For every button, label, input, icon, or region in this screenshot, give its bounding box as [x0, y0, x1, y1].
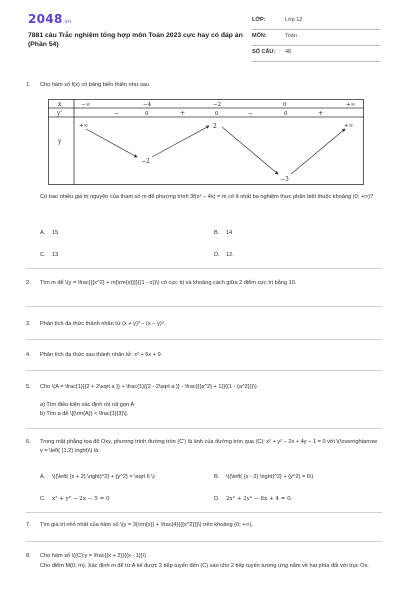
- option-text: 15: [52, 230, 59, 236]
- sign: −: [114, 110, 120, 117]
- option-label: A.: [40, 474, 46, 480]
- x-value: −4: [143, 102, 152, 108]
- logo-suffix: .vn: [62, 19, 72, 25]
- question-text: Cho \(A = \frac{1}{{2 + 2\sqrt a }} + \frac{1}{{2 - 2\sqrt a }} - \frac{{{a^2} + 1}}{{1 - {a^2}}}\): [40, 384, 257, 390]
- option-b[interactable]: [214, 474, 384, 480]
- sign: −: [248, 110, 254, 117]
- divider: [26, 512, 382, 513]
- option-label: C.: [40, 252, 46, 258]
- question-text: Tìm m để \(y = \frac{{{x^2} + m{\rm{x}}}}{{1 - x}}\) có cực trị và khoảng cách giữa 2 điểm cực trị bằng 10.: [40, 280, 297, 286]
- sign: 0: [284, 111, 288, 117]
- question-text: Cho điểm M(0; m). Xác định m để từ A kẻ được 2 tiếp tuyến đến (C) sao cho 2 tiếp tuyến tương ứng nằm về hai phía đối với trục Ox.: [40, 563, 369, 569]
- option-b[interactable]: [214, 230, 232, 236]
- option-label: A.: [40, 230, 46, 236]
- meta-row-count: [252, 46, 380, 62]
- question-text: Có bao nhiêu giá trị nguyên của tham số m để phương trình 3f(x² − 4x) = m có ít nhất ba nghiệm thực phân biệt thuộc khoảng (0; +∞)?: [40, 194, 374, 200]
- option-text: 13: [52, 252, 59, 258]
- option-label: B.: [214, 230, 220, 236]
- option-text: \({\left( {x - 2} \right)^2} + {y^2} = 6\): [226, 474, 314, 480]
- option-text: 14: [226, 230, 233, 236]
- row-label-y: y: [58, 138, 62, 145]
- question-text: Trong mặt phẳng tọa độ Oxy, phương trình đường tròn (C') là ảnh của đường tròn qua (C): x² + y² − 2x + 4y − 1 = 0 với \(\overrightarrow v = \left( {1;2} \right)\) là:: [40, 439, 378, 454]
- variation-table-svg: [48, 99, 364, 185]
- sign: 0: [145, 111, 149, 117]
- question-text: Cho hàm số \((C):y = \frac{{x + 2}}{{x - 1}}\): [40, 553, 147, 559]
- option-label: D.: [214, 252, 220, 258]
- option-d[interactable]: [214, 496, 293, 502]
- meta-key: MÔN:: [252, 33, 267, 39]
- question-text: Cho hàm số f(x) có bảng biến thiên như sau: [40, 82, 150, 88]
- sign: 0: [215, 111, 219, 117]
- option-c[interactable]: [40, 496, 110, 502]
- divider: [26, 428, 382, 429]
- divider: [26, 306, 382, 307]
- y-value: 2: [213, 123, 217, 130]
- question-text: Phân tích đa thức sau thành nhân tử: x² + 6x + 9.: [40, 352, 163, 358]
- arrow-up: [291, 129, 345, 174]
- question-number: 8.: [26, 553, 31, 559]
- x-value: −∞: [81, 102, 91, 108]
- y-value: −3: [280, 176, 289, 183]
- option-text: x² + y² − 2x − 5 = 0: [52, 496, 110, 502]
- option-label: D.: [214, 496, 220, 502]
- question-number: 4.: [26, 352, 31, 358]
- variation-table: [48, 99, 364, 190]
- logo-text: 2048: [28, 12, 63, 26]
- question-number: 3.: [26, 321, 31, 327]
- site-logo[interactable]: [28, 12, 71, 26]
- arrow-down: [86, 129, 137, 157]
- x-value: 0: [283, 102, 287, 108]
- option-text: \({\left( {x + 2} \right)^2} + {y^2} = \sqrt 6 \): [52, 474, 155, 480]
- meta-row-subject: [252, 30, 380, 46]
- y-value: +∞: [79, 123, 89, 129]
- y-value: +∞: [344, 123, 354, 129]
- sign: +: [180, 110, 186, 117]
- meta-value: Lớp 12: [285, 17, 303, 23]
- question-text: Tìm giá trị nhỏ nhất của hàm số \(y = 3{\rm{x}} + \frac{4}{{{x^2}}}\) trên khoảng (0; +∞).: [40, 522, 253, 528]
- meta-value: 48: [285, 49, 292, 55]
- option-d[interactable]: [214, 252, 234, 258]
- meta-row-class: [252, 14, 380, 30]
- divider: [26, 268, 382, 269]
- question-number: 5.: [26, 384, 31, 390]
- question-text: Phân tích đa thức thành nhân tử (x + y)³ − (x − y)³.: [40, 321, 166, 327]
- option-text: 12.: [226, 252, 234, 258]
- document-title: 7881 câu Trắc nghiệm tổng hợp môn Toán 2023 cực hay có đáp án (Phần 54): [28, 32, 243, 48]
- question-subpart: b) Tìm a để \[{\rm{A}} < \frac{1}{3}\].: [40, 411, 129, 417]
- divider: [26, 339, 382, 340]
- meta-key: LỚP:: [252, 17, 266, 23]
- option-label: C.: [40, 496, 46, 502]
- question-number: 7.: [26, 522, 31, 528]
- option-label: B.: [214, 474, 220, 480]
- arrow-down: [222, 127, 278, 174]
- question-number: 1.: [26, 82, 31, 88]
- page-header: [0, 0, 400, 70]
- x-value: −2: [213, 102, 222, 108]
- sign: +: [318, 110, 324, 117]
- x-value: +∞: [346, 102, 356, 108]
- option-a[interactable]: [40, 230, 58, 236]
- meta-box: [252, 14, 380, 62]
- meta-key: SỐ CÂU:: [252, 49, 276, 55]
- question-number: 2.: [26, 280, 31, 286]
- arrow-up: [152, 126, 209, 157]
- option-text: 2x² + 2y² − 8x + 4 = 0.: [226, 496, 293, 502]
- row-label-yprime: y': [57, 110, 63, 117]
- divider: [26, 541, 382, 542]
- meta-value: Toán: [285, 33, 297, 39]
- y-value: −2: [141, 158, 150, 165]
- option-c[interactable]: [40, 252, 58, 258]
- question-number: 6.: [26, 439, 31, 445]
- row-label-x: x: [58, 101, 62, 108]
- question-subpart: a) Tìm điều kiện xác định rồi rút gọn A: [40, 402, 135, 408]
- divider: [26, 370, 382, 371]
- option-a[interactable]: [40, 474, 205, 480]
